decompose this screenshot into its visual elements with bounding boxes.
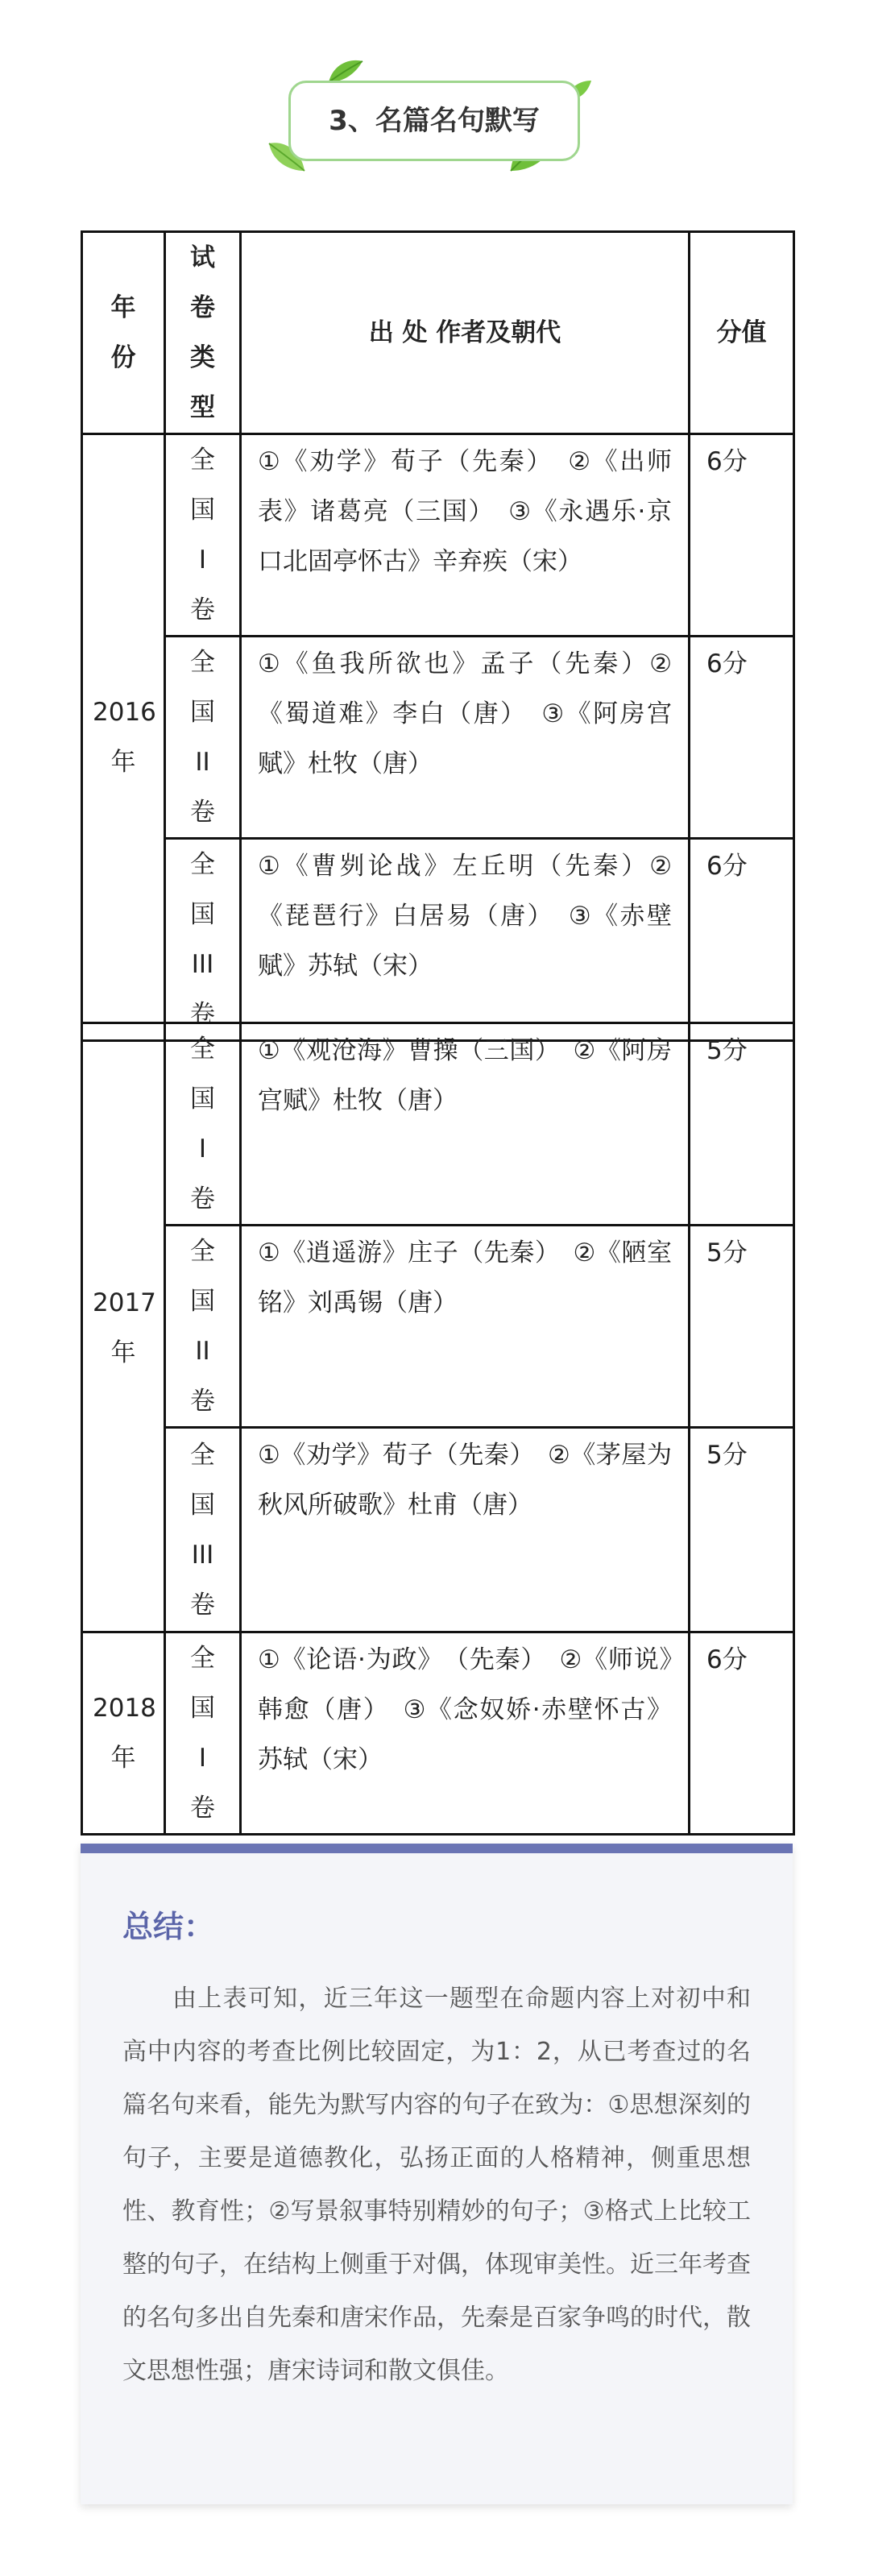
table-row (82, 1226, 794, 1428)
source-cell: ①《劝学》荀子（先秦） ②《茅屋为秋风所破歌》杜甫（唐） (241, 1428, 690, 1632)
score-cell: 5分 (690, 1226, 794, 1428)
header-source: 出 处 作者及朝代 (241, 232, 690, 434)
year-cell: 2016年 (82, 434, 165, 1041)
source-cell: ①《逍遥游》庄子（先秦） ②《陋室铭》刘禹锡（唐） (241, 1226, 690, 1428)
table-row (82, 637, 794, 839)
paper-cell: 全国I卷 (165, 434, 241, 637)
score-cell: 6分 (690, 1632, 794, 1835)
header-score: 分值 (690, 232, 794, 434)
source-cell: ①《曹刿论战》左丘明（先秦）②《琵琶行》白居易（唐） ③《赤壁赋》苏轼（宋） (241, 839, 690, 1041)
section-heading (266, 58, 604, 179)
year-cell: 2017年 (82, 1023, 165, 1632)
summary-body: 由上表可知，近三年这一题型在命题内容上对初中和高中内容的考查比例比较固定，为1：2，从已考查过的名篇名句来看，能先为默写内容的句子在致为：①思想深刻的句子，主要是道德教化，弘扬正面的人格精神，侧重思想性、教育性；②写景叙事特别精妙的句子；③格式上比较工整的句子，在结构上侧重于对偶，体现审美性。近三年考查的名句多出自先秦和唐宋作品，先秦是百家争鸣的时代，散文思想性强；唐宋诗词和散文俱佳。 (122, 1985, 751, 2385)
table-row (82, 839, 794, 1041)
exam-table-2017-2018 (81, 1022, 795, 1836)
paper-cell: 全国III卷 (165, 839, 241, 1041)
paper-cell: 全国I卷 (165, 1632, 241, 1835)
score-cell: 6分 (690, 434, 794, 637)
paper-cell: 全国II卷 (165, 637, 241, 839)
score-cell: 5分 (690, 1428, 794, 1632)
summary-card (81, 1844, 793, 2504)
source-cell: ①《鱼我所欲也》孟子（先秦）②《蜀道难》李白（唐） ③《阿房宫赋》杜牧（唐） (241, 637, 690, 839)
header-paper: 试卷类型 (165, 232, 241, 434)
paper-cell: 全国I卷 (165, 1023, 241, 1226)
summary-title: 总结： (122, 1909, 215, 1944)
score-cell: 6分 (690, 839, 794, 1041)
section-title: 3、名篇名句默写 (329, 105, 540, 137)
year-cell: 2018年 (82, 1632, 165, 1835)
table-row (82, 1023, 794, 1226)
source-cell: ①《观沧海》曹操（三国） ②《阿房宫赋》杜牧（唐） (241, 1023, 690, 1226)
header-year: 年份 (82, 232, 165, 434)
table-row (82, 1428, 794, 1632)
exam-table-2016 (81, 230, 795, 1042)
table-row (82, 1632, 794, 1835)
source-cell: ①《论语·为政》 （先秦） ②《师说》韩愈（唐） ③《念奴娇·赤壁怀古》苏轼（宋） (241, 1632, 690, 1835)
paper-cell: 全国II卷 (165, 1226, 241, 1428)
score-cell: 6分 (690, 637, 794, 839)
table-header-row (82, 232, 794, 434)
source-cell: ①《劝学》荀子（先秦） ②《出师表》诸葛亮（三国） ③《永遇乐·京口北固亭怀古》辛弃疾（宋） (241, 434, 690, 637)
paper-cell: 全国III卷 (165, 1428, 241, 1632)
score-cell: 5分 (690, 1023, 794, 1226)
table-row (82, 434, 794, 637)
